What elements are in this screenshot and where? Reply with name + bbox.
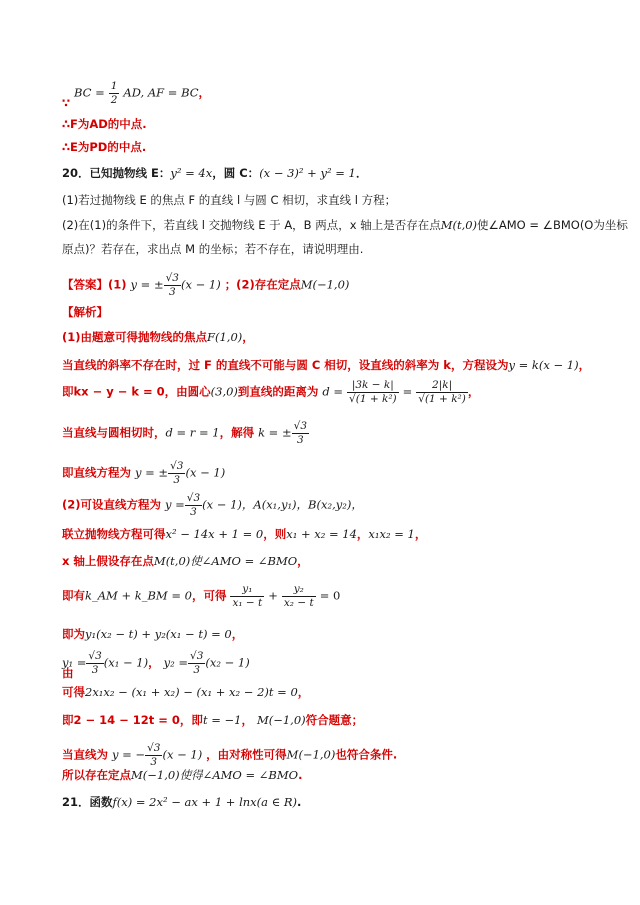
fraction-half: $\frac{1}{2}$ (110, 80, 118, 106)
solution-step-4: 当直线与圆相切时，d = r = 1，解得 k = ± $\frac{√3}{3}$ (62, 420, 307, 446)
solution-step-5: 即直线方程为 y = ± $\frac{√3}{3}$ (x − 1) (62, 460, 226, 486)
question-20-part2-cont: 原点)？若存在，求出点 M 的坐标；若不存在，请说明理由. (62, 242, 364, 256)
solution-step-2: 当直线的斜率不存在时，过 F 的直线不可能与圆 C 相切，设直线的斜率为 k，方程设为y = k(x − 1)， (62, 358, 591, 372)
solution-step-1: (1)由题意可得抛物线的焦点F(1,0)， (62, 330, 254, 344)
analysis-label: 【解析】 (62, 305, 108, 319)
line-bc-af: ∵ BC = $\frac{1}{2}$ AD, AF = BC， (62, 80, 211, 110)
question-21-stem: 21．函数f(x) = 2x² − ax + 1 + lnx(a ∈ R). (62, 795, 302, 809)
solution-step-8: x 轴上假设存在点M(t,0)使∠AMO = ∠BMO， (62, 554, 309, 568)
solution-step-3: 即kx − y − k = 0，由圆心(3,0)到直线的距离为 d = $\frac{|3k - k|}{\text{√(1 + k²)}}$ = $\frac{2|k|}{\text{√(1 + k²)}}$ ， (62, 379, 480, 405)
because-symbol: ∵ (62, 95, 71, 110)
solution-step-9: 即有k_AM + k_BM = 0，可得 $\frac{\text{y₁}}{\text{x₁ − t}}$ + $\frac{\text{y₂}}{\text{x₂ − t}}$ = 0 (62, 583, 341, 609)
line-e-midpoint: ∴E为PD的中点. (62, 140, 147, 154)
solution-step-14: 当直线为 y = − $\frac{√3}{3}$ (x − 1) ，由对称性可得M(−1,0)也符合条件. (62, 742, 398, 768)
solution-step-7: 联立抛物线方程可得x² − 14x + 1 = 0，则x₁ + x₂ = 14，x₁x₂ = 1， (62, 527, 427, 541)
question-20-part1: (1)若过抛物线 E 的焦点 F 的直线 l 与圆 C 相切，求直线 l 方程； (62, 193, 397, 207)
solution-step-11-prefix: 由 (62, 666, 74, 680)
line-f-midpoint: ∴F为AD的中点. (62, 117, 147, 131)
solution-step-13: 即2 − 14 − 12t = 0，即t = −1， M(−1,0)符合题意； (62, 713, 364, 727)
solution-step-11: y₁ = $\frac{√3}{3}$ (x₁ − 1)， y₂ = $\frac{√3}{3}$ (x₂ − 1) (62, 650, 250, 676)
solution-conclusion: 所以存在定点M(−1,0)使得∠AMO = ∠BMO. (62, 768, 303, 782)
solution-step-12: 可得2x₁x₂ − (x₁ + x₂) − (x₁ + x₂ − 2)t = 0， (62, 685, 310, 699)
answer-label: 【答案】(1) (62, 277, 127, 292)
answer-line: 【答案】(1) y = ± $\frac{√3}{3}$ (x − 1) ；(2)存在定点M(−1,0) (62, 272, 350, 298)
solution-step-6: (2)可设直线方程为 y = $\frac{√3}{3}$ (x − 1)，A(x₁,y₁)，B(x₂,y₂)， (62, 492, 363, 518)
question-20-stem: 20．已知抛物线 E：y² = 4x，圆 C：(x − 3)² + y² = 1． (62, 166, 368, 180)
question-20-part2: (2)在(1)的条件下，若直线 l 交抛物线 E 于 A，B 两点，x 轴上是否存在点M(t,0)使∠AMO = ∠BMO(O为坐标 (62, 218, 628, 232)
solution-step-10: 即为y₁(x₂ − t) + y₂(x₁ − t) = 0， (62, 627, 244, 641)
